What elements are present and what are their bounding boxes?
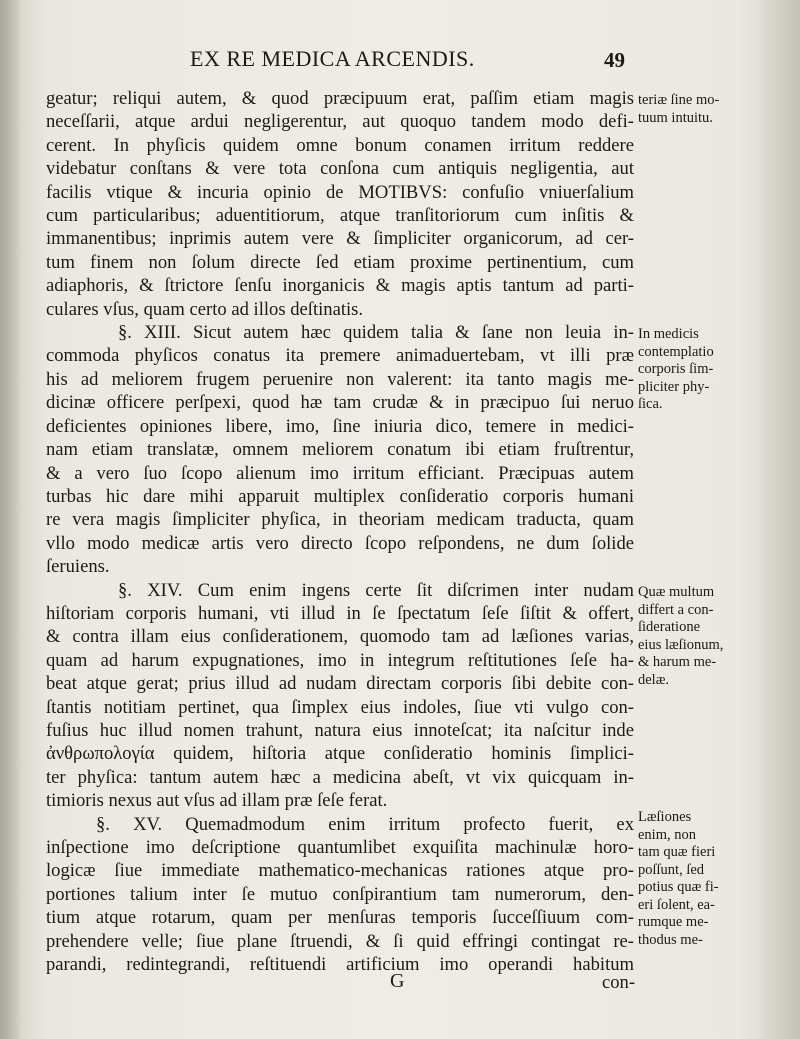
text-line: re vera magis ſimpliciter phyſica, in theoriam medicam traducta, quam [46,509,634,531]
margin-note-line: thodus me- [638,931,703,948]
margin-note-line: enim, non [638,826,696,843]
text-line: facilis vtique & incuria opinio de MOTIBVS: confuſio vniuerſalium [46,181,634,203]
text-line: parandi, redintegrandi, reſtituendi artificium imo operandi habitum [46,954,634,976]
text-line: nam etiam translatæ, omnem meliorem conatum ibi etiam fruſtrentur, [46,439,634,461]
catchword: con- [602,972,636,993]
main-text-column [46,87,634,976]
margin-note-line: ſideratione [638,619,701,635]
margin-note-line: differt a con- [638,601,714,618]
text-line: adiaphoris, & ſtrictore ſenſu inorganicis & magis aptis tantum ad parti- [46,275,634,297]
text-line: §. XV. Quemadmodum enim irritum profecto fuerit, ex [96,813,634,835]
margin-note-line: & harum me- [638,654,717,670]
text-line: quam ad harum expugnationes, imo in integrum reſtitutiones ſeſe ha- [46,649,634,671]
margin-note-line: tam quæ fieri [638,844,716,860]
margin-note-line: corporis ſim- [638,361,714,377]
margin-note-line: tuum intuitu. [638,109,713,126]
margin-note-line: Quæ multum [638,584,715,600]
text-line: tum finem non ſolum directe ſed etiam proxime pertinentium, cum [46,251,634,273]
page-footer [0,970,800,1000]
text-line: beat atque gerat; prius illud ad nudam directam corporis ſibi debite con- [46,673,634,695]
margin-note-line: rumque me- [638,914,709,930]
signature-mark: G [390,970,405,992]
margin-note-line: delæ. [638,671,670,688]
text-line: videbatur conſtans & vere tota conſona cum antiquis negligentia, aut [46,158,634,180]
text-line: tium atque rotarum, quam per menſuras temporis ſucceſſiuum com- [46,907,634,929]
binding-gutter-shadow [0,0,22,1039]
page-number: 49 [604,48,625,72]
text-line: portiones talium inter ſe mutuo conſpirantium tam numerorum, den- [46,883,634,905]
margin-note-line: contemplatio [638,343,714,360]
text-line: inſpectione imo deſcriptione quantumlibet exquiſita machinulæ horo- [46,837,634,858]
text-line: & a vero ſuo ſcopo alienum imo irritum efficiant. Præcipuas autem [46,462,634,484]
text-line: & contra illam eius conſiderationem, quomodo tam ad læſiones varias, [46,626,634,648]
text-line: hiſtoriam corporis humani, vti illud in ſe ſpectatum ſeſe ſiſtit & offert, [46,602,634,624]
margin-note-line: ſica. [638,396,663,412]
margin-note-1 [638,326,796,414]
margin-note-line: eius læſionum, [638,636,724,653]
text-line: ſeruiens. [46,556,110,578]
margin-note-line: In medicis [638,326,699,342]
text-line: dicinæ officere perſpexi, quod hæ tam crudæ & in præcipuo ſui neruo [46,392,634,414]
text-line: ter phyſica: tantum autem hæc a medicina abeſt, vt vix quicquam in- [46,766,634,788]
text-line: §. XIII. Sicut autem hæc quidem talia & ſane non leuia in- [118,322,634,344]
text-line: deficientes opiniones libere, imo, ſine iniuria dico, temere in medici- [46,415,634,437]
text-line: prehendere velle; ſiue plane ſtruendi, & ſi quid effringi contingat re- [46,930,634,952]
text-line: ἀνθρωπολογία quidem, hiſtoria atque conſideratio hominis ſimplici- [46,743,634,765]
page-header [0,44,800,80]
margin-note-line: poſſunt, ſed [638,861,705,878]
running-title: EX RE MEDICA ARCENDIS. [190,46,475,71]
text-line: vllo modo medicæ artis vero directo ſcopo reſpondens, ne dum ſolide [46,532,634,554]
margin-note-line: potius quæ fi- [638,879,719,895]
text-line: culares vſus, quam certo ad illos deſtinatis. [46,298,364,320]
margin-note-line: eri ſolent, ea- [638,896,715,913]
text-line: ſtantis notitiam pertinet, qua ſimplex eius indoles, ſiue vti vulgo con- [46,696,634,718]
text-line: commoda phyſicos conatus ita premere animaduertebam, vt illi præ [46,345,634,367]
margin-note-2 [638,584,796,689]
text-line: geatur; reliqui autem, & quod præcipuum erat, paſſim etiam magis [46,88,634,109]
text-line: cerent. In phyſicis quidem omne bonum conamen irritum reddere [46,134,634,156]
text-line: timioris nexus aut vſus ad illam præ ſeſe ferat. [46,790,388,812]
text-line: fuſius huc illud nomen trahunt, natura eius innoteſcat; ita naſcitur inde [46,719,634,741]
text-line: cum particularibus; aduentitiorum, atque tranſitoriorum cum inſitis & [46,205,634,227]
margin-note-line: pliciter phy- [638,378,710,395]
text-line: neceſſarii, atque ardui negligerentur, aut quoquo tandem modo defi- [46,111,634,133]
margin-note-0 [638,92,796,127]
text-line: immanentibus; inprimis autem vere & ſimpliciter organicorum, ad cer- [46,228,634,250]
text-line: turbas hic dare mihi apparuit multiplex conſideratio corporis humani [46,485,634,507]
text-line: his ad meliorem frugem peruenire non valerent: ita tanto magis me- [46,368,634,390]
margin-note-line: Læſiones [638,809,692,825]
text-line: logicæ ſiue immediate mathematico-mechanicas rationes atque pro- [46,860,634,882]
text-line: §. XIV. Cum enim ingens certe ſit diſcrimen inter nudam [118,579,634,601]
margin-note-3 [638,809,796,949]
margin-note-line: teriæ ſine mo- [638,92,720,108]
